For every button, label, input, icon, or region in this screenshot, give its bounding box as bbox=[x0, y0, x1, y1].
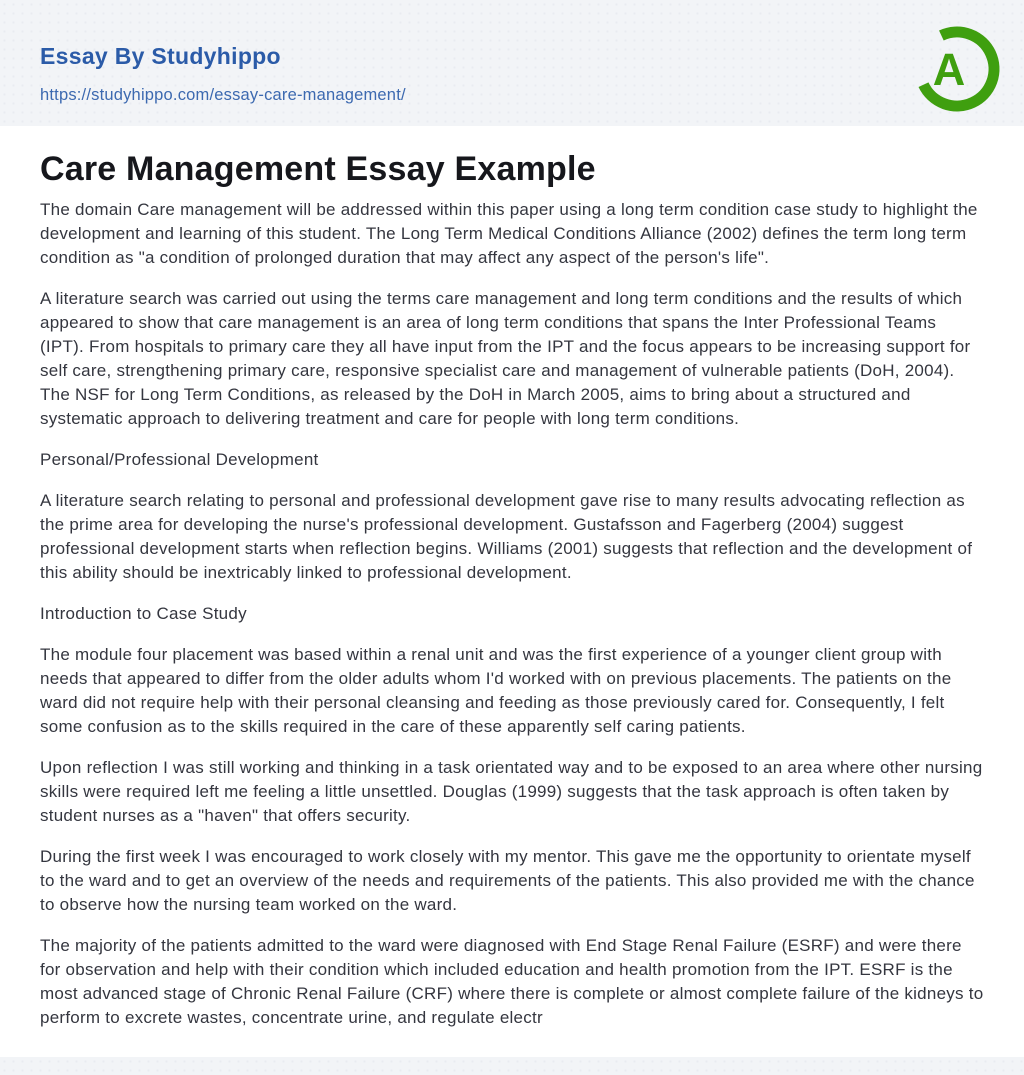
essay-section-heading: Introduction to Case Study bbox=[40, 604, 247, 623]
essay-paragraph: The domain Care management will be addressed within this paper using a long term condition case study to highlight the development and learning of this student. The Long Term Medical Conditions Alliance (2002) defines the term long term condition as "a condition of prolonged duration that may affect any aspect of the person's life". bbox=[40, 200, 978, 267]
brand-title: Essay By Studyhippo bbox=[40, 43, 281, 69]
logo-letter: A bbox=[932, 44, 966, 95]
essay-paragraph: The majority of the patients admitted to the ward were diagnosed with End Stage Renal Failure (ESRF) and were there for observation and help with their condition which included education and health promotion from the IPT. ESRF is the most advanced stage of Chronic Renal Failure (CRF) where there is complete or almost complete failure of the kidneys to perform to excrete wastes, concentrate urine, and regulate electr bbox=[40, 936, 984, 1027]
essay-paragraph: During the first week I was encouraged to work closely with my mentor. This gave me the opportunity to orientate myself to the ward and to get an overview of the needs and requirements of the patients. This also provided me with the chance to observe how the nursing team worked on the ward. bbox=[40, 847, 975, 914]
logo-arc-icon bbox=[914, 26, 1000, 112]
page-footer bbox=[0, 1057, 1024, 1075]
source-url-link[interactable]: https://studyhippo.com/essay-care-management/ bbox=[40, 86, 406, 104]
essay-title: Care Management Essay Example bbox=[40, 150, 596, 188]
page-header bbox=[0, 0, 1024, 126]
essay-section-heading: Personal/Professional Development bbox=[40, 450, 319, 469]
essay-paragraph: The module four placement was based within a renal unit and was the first experience of a younger client group with needs that appeared to differ from the older adults whom I'd worked with on previous placements. The patients on the ward did not require help with their personal cleansing and feeding as those previously cared for. Consequently, I felt some confusion as to the skills required in the care of these apparently self caring patients. bbox=[40, 645, 952, 736]
essay-paragraph: A literature search relating to personal and professional development gave rise to many results advocating reflection as the prime area for developing the nurse's professional development. Gustafsson and Fagerberg (2004) suggest professional development starts when reflection begins. Williams (2001) suggests that reflection and the development of this ability should be inextricably linked to professional development. bbox=[40, 491, 973, 582]
essay-content bbox=[0, 150, 1024, 1030]
studyhippo-logo-icon bbox=[914, 26, 1000, 112]
essay-paragraph: Upon reflection I was still working and thinking in a task orientated way and to be exposed to an area where other nursing skills were required left me feeling a little unsettled. Douglas (1999) suggests that the task approach is often taken by student nurses as a "haven" that offers security. bbox=[40, 758, 983, 825]
essay-paragraph: A literature search was carried out using the terms care management and long term conditions and the results of which appeared to show that care management is an area of long term conditions that spans the Inter Professional Teams (IPT). From hospitals to primary care they all have input from the IPT and the focus appears to be increasing support for self care, strengthening primary care, responsive specialist care and management of vulnerable patients (DoH, 2004). The NSF for Long Term Conditions, as released by the DoH in March 2005, aims to bring about a structured and systematic approach to delivering treatment and care for people with long term conditions. bbox=[40, 289, 971, 428]
